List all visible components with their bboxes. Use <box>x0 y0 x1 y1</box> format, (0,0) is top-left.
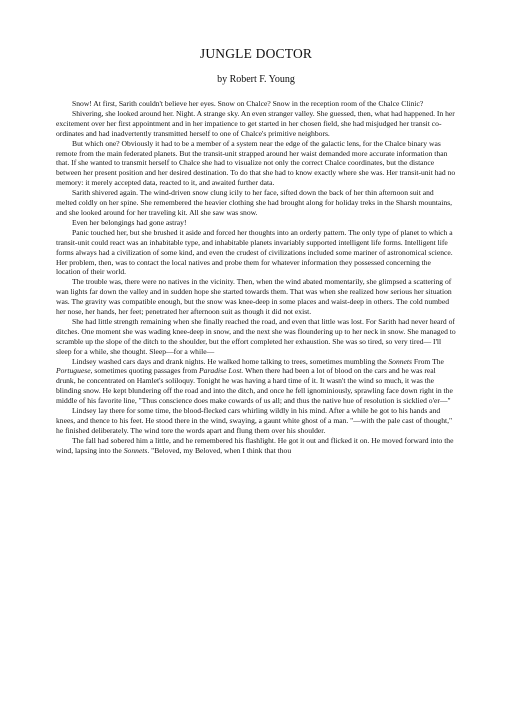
paragraph-text: Even her belongings had gone astray! <box>72 217 187 227</box>
italic-title: Portuguese, <box>56 366 93 376</box>
italic-title: Paradise Lost. <box>199 366 244 376</box>
paragraph <box>56 109 456 139</box>
paragraph-text: Snow! At first, Sarith couldn't believe her eyes. Snow on Chalce? Snow in the reception room of the Chalce Clinic? <box>72 99 424 108</box>
paragraph <box>56 218 456 228</box>
paragraph-text: Shivering, she looked around her. Night. A strange sky. An even stranger valley. She guessed, then, what had happened. In her excitement over her first appointment and in her impatience to get started in her chosen field, she had misjudged her transit co-ordinates and had inadvertently transmitted herself to one of Chalce's primitive neighbors. <box>56 108 455 138</box>
paragraph-text: When there had been a lot of blood on the cars and he was real drunk, he concentrated on Hamlet's soliloquy. Tonight he was having a hard time of it. It wasn't the wind so much, it was the blinding snow. He kept blundering off the road and into the ditch, and once he fell ignominiously, sprawling face down right in the middle of his favorite line, "Thus conscience does make cowards of us all; and thus the native hue of resolution is sicklied o'er—" <box>56 366 453 406</box>
italic-title: Sonnets <box>388 356 412 366</box>
italic-title: Sonnets <box>123 445 148 455</box>
paragraph-text: But which one? Obviously it had to be a member of a system near the edge of the galactic lens, for the Chalce binary was remote from the main federated planets. But the transit-unit strapped around her waist demanded more accurate information than that. If she wanted to transmit herself to Chalce she had to visualize not only the correct Chalce coordinates, but the distance between her present position and her desired destination. To do that she had to know exactly where she was. Her transit-unit had no memory: it merely accepted data, reacted to it, and awaited further data. <box>56 138 456 188</box>
document-page <box>56 46 456 456</box>
paragraph <box>56 99 456 109</box>
story-byline: by Robert F. Young <box>217 74 295 85</box>
paragraph-text: . "Beloved, my Beloved, when I think that thou <box>147 445 292 455</box>
paragraph <box>56 139 456 189</box>
paragraph <box>56 188 456 218</box>
paragraph-text: The trouble was, there were no natives in the vicinity. Then, when the wind abated momentarily, she glimpsed a scattering of wan lights far down the valley and in sudden hope she started towards them. That was when she realized how serious her situation was. The gravity was compatible enough, but the snow was knee-deep in some places and waist-deep in others. The cold numbed her nose, her hands, her feet; penetrated her afternoon suit as though it did not exist. <box>56 277 452 317</box>
paragraph <box>56 317 456 357</box>
story-title: JUNGLE DOCTOR <box>199 46 313 61</box>
paragraph-text: sometimes quoting passages from <box>92 366 200 376</box>
paragraph-text: From The <box>411 356 444 366</box>
paragraph <box>56 436 456 456</box>
paragraph <box>56 406 456 436</box>
paragraph <box>56 277 456 317</box>
paragraph <box>56 357 456 407</box>
paragraph <box>56 228 456 278</box>
paragraph-text: She had little strength remaining when she finally reached the road, and even that little was lost. For Sarith had never heard of ditches. One moment she was wading knee-deep in snow, and the next she was floundering up to her neck in snow. She managed to scramble up the slope of the ditch to the shoulder, but the effort completed her exhaustion. She was so tired, so very tired— I'll sleep for a while, she thought. Sleep—for a while— <box>56 316 456 356</box>
paragraph-text: Sarith shivered again. The wind-driven snow clung icily to her face, sifted down the back of her thin afternoon suit and melted coldly on her spine. She remembered the heavier clothing she had brought along for holiday treks in the Sharsh mountains, and she looked around for her traveling kit. All she saw was snow. <box>56 188 453 217</box>
paragraph-text: Lindsey washed cars days and drank nights. He walked home talking to trees, sometimes mumbling the <box>72 356 389 366</box>
paragraph-text: Panic touched her, but she brushed it aside and forced her thoughts into an orderly pattern. The only type of planet to which a transit-unit could react was an inhabitable type, and inhabitable planets invariably supported intelligent life forms. Intelligent life forms always had a civilization of some kind, and even the crudest of civilizations included some mariner of astronomical science. Her problem, then, was to contact the local natives and probe them for whatever information they possessed concerning the location of their world. <box>56 227 453 277</box>
paragraph-text: Lindsey lay there for some time, the blood-flecked cars whirling wildly in his mind. After a while he got to his hands and knees, and thence to his feet. He stood there in the wind, swaying, a gaunt white ghost of a man. "—with the pale cast of thought," he finished deliberately. The wind tore the words apart and flung them over his shoulder. <box>56 406 453 435</box>
paragraph-text: The fall had sobered him a little, and he remembered his flashlight. He got it out and flicked it on. He moved forward into the wind, lapsing into the <box>56 435 454 455</box>
story-body <box>56 99 456 456</box>
